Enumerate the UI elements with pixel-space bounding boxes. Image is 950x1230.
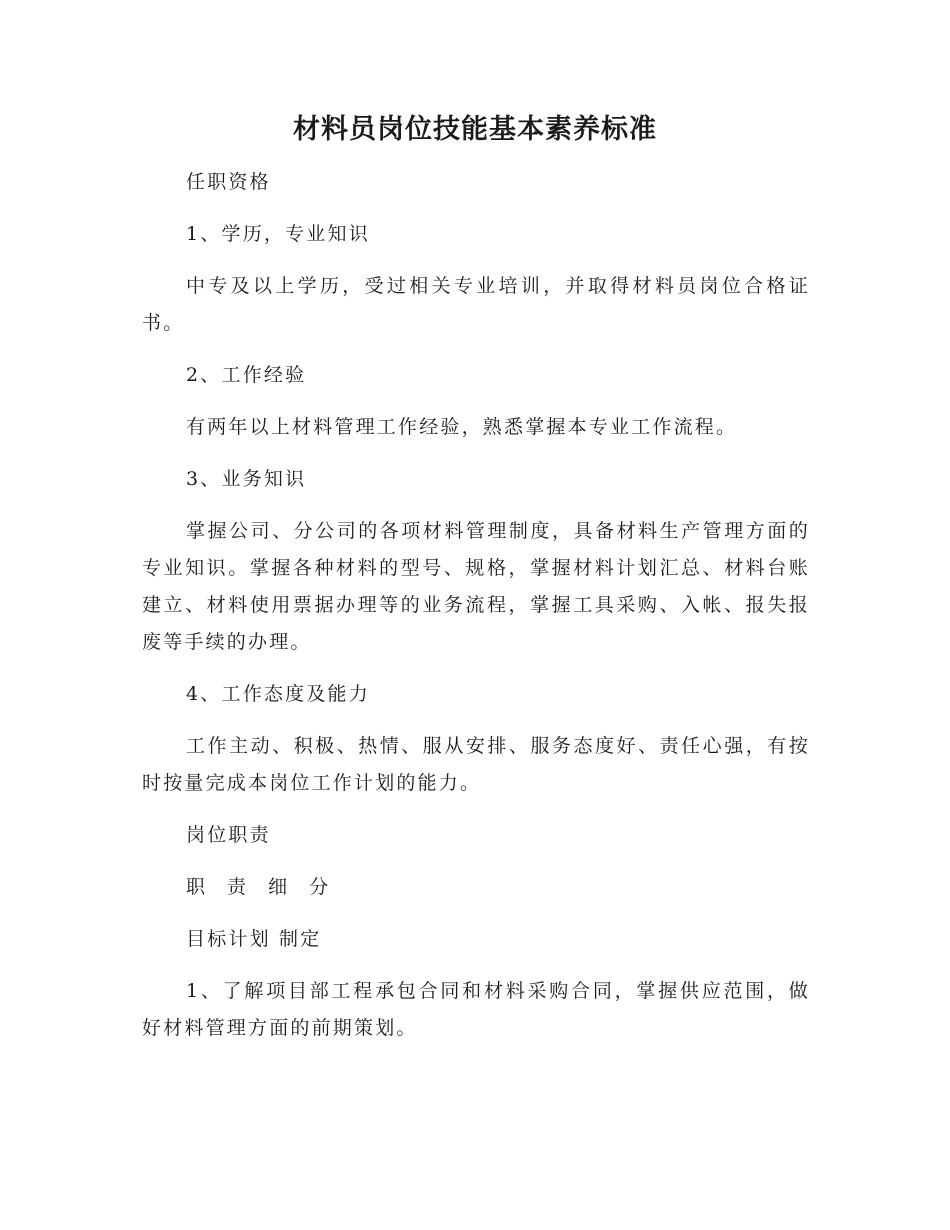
paragraph-experience: 有两年以上材料管理工作经验，熟悉掌握本专业工作流程。 [186, 416, 738, 438]
paragraph-attitude: 工作主动、积极、热情、服从安排、服务态度好、责任心强，有按时按量完成本岗位工作计划的能力。 [142, 735, 810, 794]
document-title: 材料员岗位技能基本素养标准 [293, 114, 657, 145]
subheading-target-planning: 目标计划 制定 [186, 928, 322, 950]
paragraph-planning-item-1: 1、了解项目部工程承包合同和材料采购合同，掌握供应范围，做好材料管理方面的前期策划。 [142, 980, 810, 1039]
paragraph-business-knowledge: 掌握公司、分公司的各项材料管理制度，具备材料生产管理方面的专业知识。掌握各种材料的型号、规格，掌握材料计划汇总、材料台账建立、材料使用票据办理等的业务流程，掌握工具采购、入帐、报失报废等手续的办理。 [142, 520, 810, 653]
document-body [142, 164, 810, 1062]
paragraph-education: 中专及以上学历，受过相关专业培训，并取得材料员岗位合格证书。 [142, 275, 810, 334]
section-heading-qualifications: 任职资格 [186, 171, 271, 193]
subheading-duty-breakdown: 职 责 细 分 [186, 876, 337, 898]
item-heading-attitude: 4、工作态度及能力 [186, 683, 370, 705]
item-heading-education: 1、学历，专业知识 [186, 223, 370, 245]
item-heading-experience: 2、工作经验 [186, 364, 307, 386]
section-heading-responsibilities: 岗位职责 [186, 824, 271, 846]
item-heading-business-knowledge: 3、业务知识 [186, 468, 307, 490]
